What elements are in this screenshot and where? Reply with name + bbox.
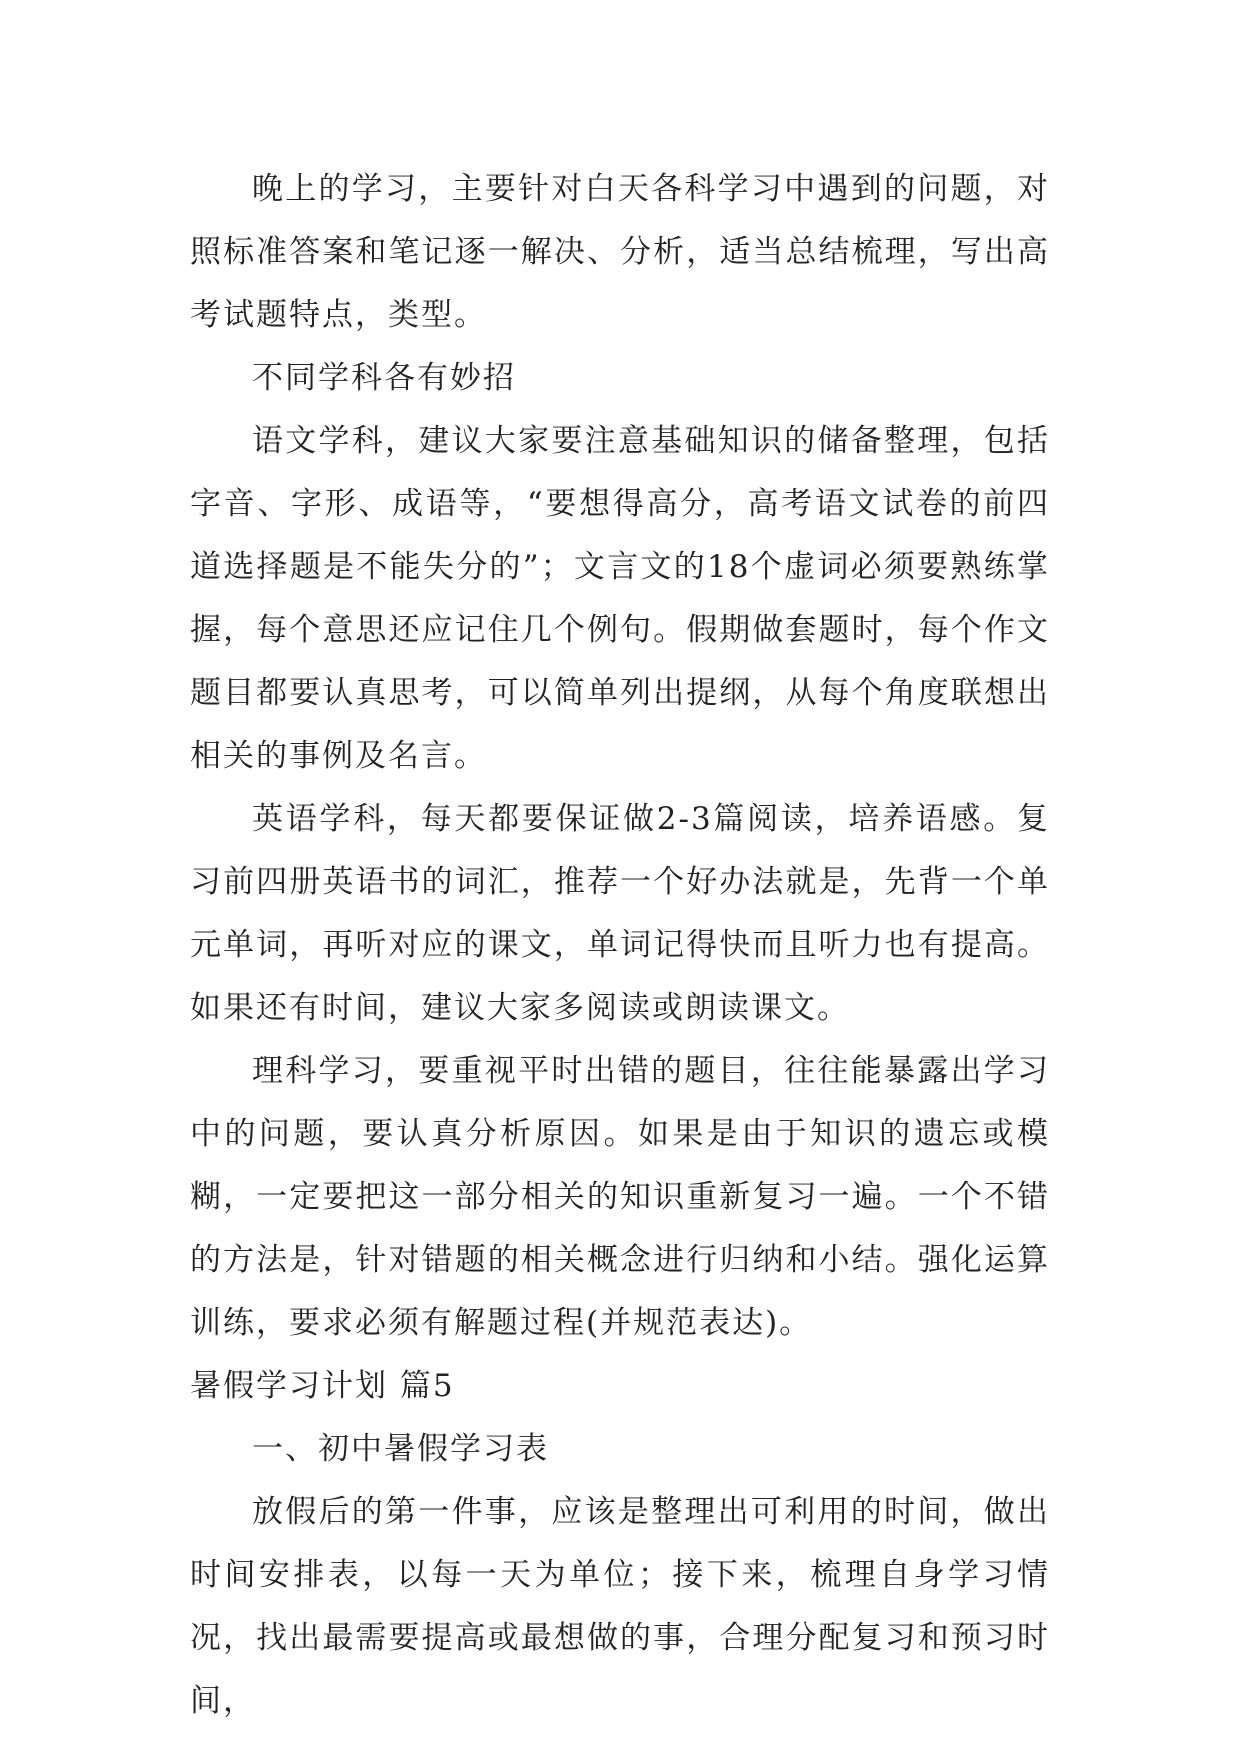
paragraph-chinese: 语文学科，建议大家要注意基础知识的储备整理，包括字音、字形、成语等，“要想得高分，高考语文试卷的前四道选择题是不能失分的”；文言文的18个虚词必须要熟练掌握，每个意思还应记住几个例句。假期做套题时，每个作文题目都要认真思考，可以简单列出提纲，从每个角度联想出相关的事例及名言。 [190, 423, 1050, 774]
paragraph-science: 理科学习，要重视平时出错的题目，往往能暴露出学习中的问题，要认真分析原因。如果是由于知识的遗忘或模糊，一定要把这一部分相关的知识重新复习一遍。一个不错的方法是，针对错题的相关概念进行归纳和小结。强化运算训练，要求必须有解题过程(并规范表达)。 [190, 1053, 1050, 1341]
paragraph-schedule: 放假后的第一件事，应该是整理出可利用的时间，做出时间安排表，以每一天为单位；接下来，梳理自身学习情况，找出最需要提高或最想做的事，合理分配复习和预习时间， [190, 1494, 1050, 1719]
paragraph-evening-study: 晚上的学习，主要针对白天各科学习中遇到的问题，对照标准答案和笔记逐一解决、分析，适当总结梳理，写出高考试题特点，类型。 [190, 171, 1050, 333]
subheading-study-table: 一、初中暑假学习表 [252, 1431, 549, 1467]
section-heading: 暑假学习计划 篇5 [190, 1368, 455, 1404]
paragraph-english: 英语学科，每天都要保证做2-3篇阅读，培养语感。复习前四册英语书的词汇，推荐一个好办法就是，先背一个单元单词，再听对应的课文，单词记得快而且听力也有提高。如果还有时间，建议大家多阅读或朗读课文。 [190, 801, 1050, 1026]
subheading-subject-tips: 不同学科各有妙招 [252, 360, 516, 396]
document-body [190, 158, 1050, 1733]
